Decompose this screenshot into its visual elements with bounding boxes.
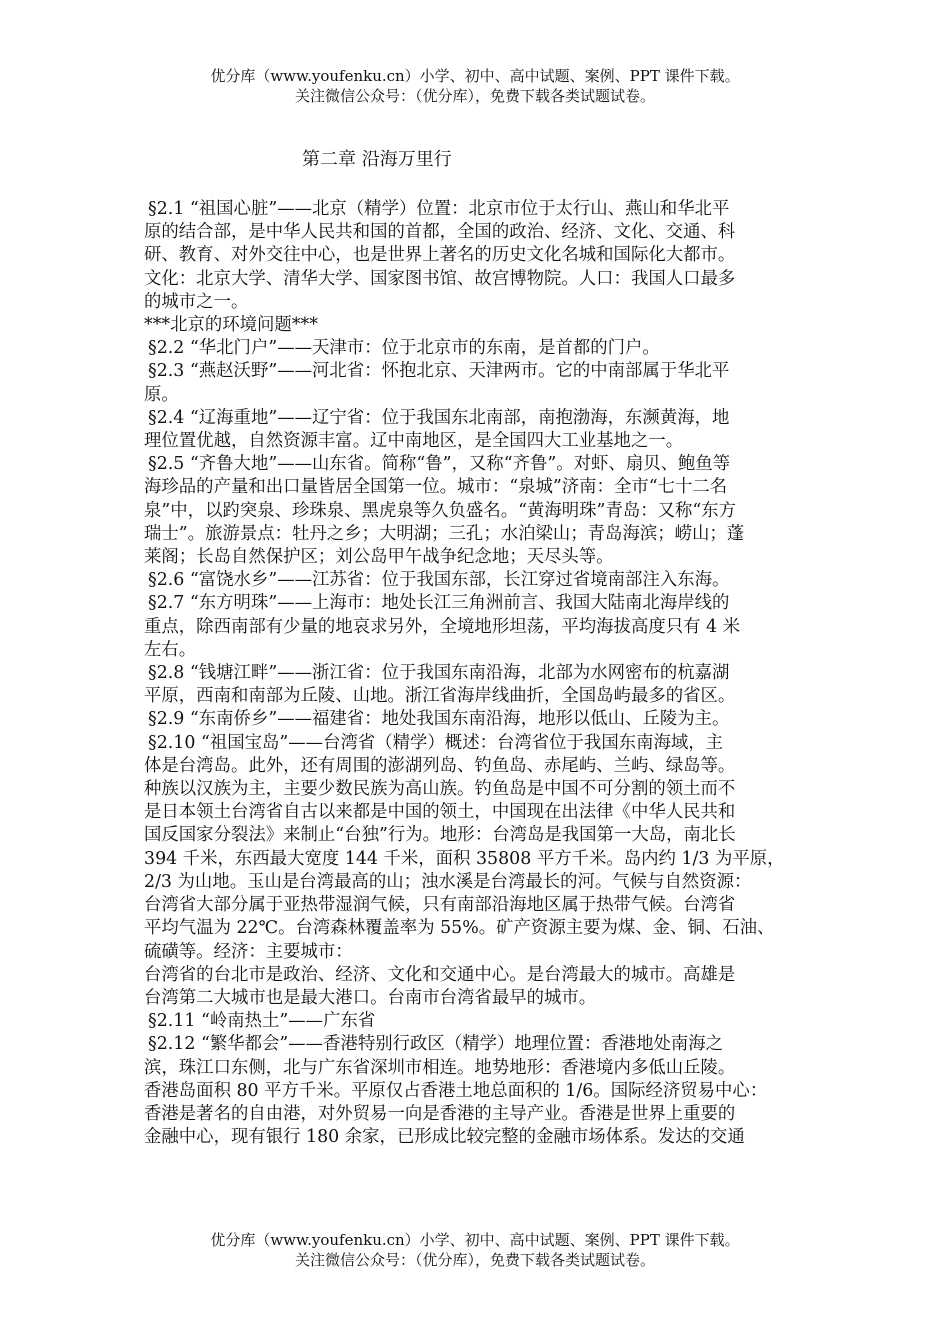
text-line: 香港是著名的自由港，对外贸易一向是香港的主导产业。香港是世界上重要的 [144, 1103, 736, 1124]
text-line: 瑞士”。旅游景点：牡丹之乡；大明湖；三孔；水泊梁山；青岛海滨；崂山；蓬 [144, 523, 745, 544]
text-line: 原。 [144, 384, 179, 405]
text-line: 香港岛面积 80 平方千米。平原仅占香港土地总面积的 1/6。国际经济贸易中心： [144, 1080, 768, 1101]
text-line: §2.10 “祖国宝岛”——台湾省（精学）概述：台湾省位于我国东南海域，主 [148, 732, 724, 753]
text-line: §2.6 “富饶水乡”——江苏省：位于我国东部，长江穿过省境南部注入东海。 [148, 570, 730, 591]
page-header [0, 66, 950, 106]
text-line: §2.5 “齐鲁大地”——山东省。简称“鲁”，又称“齐鲁”。对虾、扇贝、鲍鱼等 [148, 454, 731, 475]
text-line: 2/3 为山地。玉山是台湾最高的山；浊水溪是台湾最长的河。气候与自然资源： [144, 871, 752, 892]
text-line: 394 千米，东西最大宽度 144 千米，面积 35808 平方千米。岛内约 1/3 为平原， [144, 848, 785, 869]
text-line: §2.8 “钱塘江畔”——浙江省：位于我国东南沿海，北部为水网密布的杭嘉湖 [148, 663, 730, 684]
page-footer [0, 1230, 950, 1270]
text-line: §2.9 “东南侨乡”——福建省：地处我国东南沿海，地形以低山、丘陵为主。 [148, 709, 730, 730]
text-line: ***北京的环境问题*** [144, 315, 318, 336]
text-line: 研、教育、对外交往中心，也是世界上著名的历史文化名城和国际化大都市。 [144, 245, 736, 266]
text-line: §2.4 “辽海重地”——辽宁省：位于我国东北南部，南抱渤海，东濒黄海，地 [148, 407, 730, 428]
text-line: 台湾省的台北市是政治、经济、文化和交通中心。是台湾最大的城市。高雄是 [144, 964, 736, 985]
text-line: 左右。 [144, 639, 197, 660]
text-line: §2.11 “岭南热土”——广东省 [148, 1011, 376, 1032]
text-line: 海珍品的产量和出口量皆居全国第一位。城市：“泉城”济南：全市“七十二名 [144, 477, 728, 498]
text-line: 重点，除西南部有少量的地哀求另外，全境地形坦荡，平均海拔高度只有 4 米 [144, 616, 741, 637]
text-line: 台湾省大部分属于亚热带湿润气候，只有南部沿海地区属于热带气候。台湾省 [144, 895, 736, 916]
text-line: 平均气温为 22℃。台湾森林覆盖率为 55%。矿产资源主要为煤、金、铜、石油、 [144, 918, 775, 939]
text-line: 理位置优越，自然资源丰富。辽中南地区，是全国四大工业基地之一。 [144, 431, 684, 452]
text-line: §2.2 “华北门户”——天津市：位于北京市的东南，是首都的门户。 [148, 338, 660, 359]
text-line: 体是台湾岛。此外，还有周围的澎湖列岛、钓鱼岛、赤尾屿、兰屿、绿岛等。 [144, 755, 736, 776]
header-line-1: 优分库（www.youfenku.cn）小学、初中、高中试题、案例、PPT 课件下载。 [210, 67, 740, 85]
text-line: 平原，西南和南部为丘陵、山地。浙江省海岸线曲折，全国岛屿最多的省区。 [144, 686, 736, 707]
text-line: 泉”中，以趵突泉、珍珠泉、黑虎泉等久负盛名。“黄海明珠”青岛：又称“东方 [144, 500, 737, 521]
text-line: §2.3 “燕赵沃野”——河北省：怀抱北京、天津两市。它的中南部属于华北平 [148, 361, 730, 382]
text-line: 的城市之一。 [144, 291, 249, 312]
text-line: 莱阁；长岛自然保护区；刘公岛甲午战争纪念地；天尽头等。 [144, 547, 614, 568]
text-line: 种族以汉族为主，主要少数民族为高山族。钓鱼岛是中国不可分割的领土而不 [144, 779, 736, 800]
text-line: 硫磺等。经济：主要城市： [144, 941, 353, 962]
document-body [144, 198, 824, 1149]
header-line-2: 关注微信公众号：（优分库），免费下载各类试题试卷。 [294, 87, 655, 105]
text-line: §2.1 “祖国心脏”——北京（精学）位置：北京市位于太行山、燕山和华北平 [148, 199, 730, 219]
footer-line-1: 优分库（www.youfenku.cn）小学、初中、高中试题、案例、PPT 课件下载。 [210, 1231, 740, 1249]
text-line: 金融中心，现有银行 180 余家，已形成比较完整的金融市场体系。发达的交通 [144, 1127, 745, 1148]
chapter-title: 第二章 沿海万里行 [302, 149, 452, 170]
text-line: 国反国家分裂法》来制止“台独”行为。地形：台湾岛是我国第一大岛，南北长 [144, 825, 736, 846]
text-line: 文化：北京大学、清华大学、国家图书馆、故宫博物院。人口：我国人口最多 [144, 268, 736, 289]
text-line: 是日本领土台湾省自古以来都是中国的领土，中国现在出法律《中华人民共和 [144, 802, 736, 823]
text-line: §2.7 “东方明珠”——上海市：地处长江三角洲前言、我国大陆南北海岸线的 [148, 593, 730, 614]
text-line: 台湾第二大城市也是最大港口。台南市台湾省最早的城市。 [144, 987, 597, 1008]
text-line: 原的结合部，是中华人民共和国的首都，全国的政治、经济、文化、交通、科 [144, 222, 736, 243]
footer-line-2: 关注微信公众号：（优分库），免费下载各类试题试卷。 [294, 1251, 655, 1269]
text-line: 滨，珠江口东侧，北与广东省深圳市相连。地势地形：香港境内多低山丘陵。 [144, 1057, 736, 1078]
text-line: §2.12 “繁华都会”——香港特别行政区（精学）地理位置：香港地处南海之 [148, 1034, 724, 1055]
